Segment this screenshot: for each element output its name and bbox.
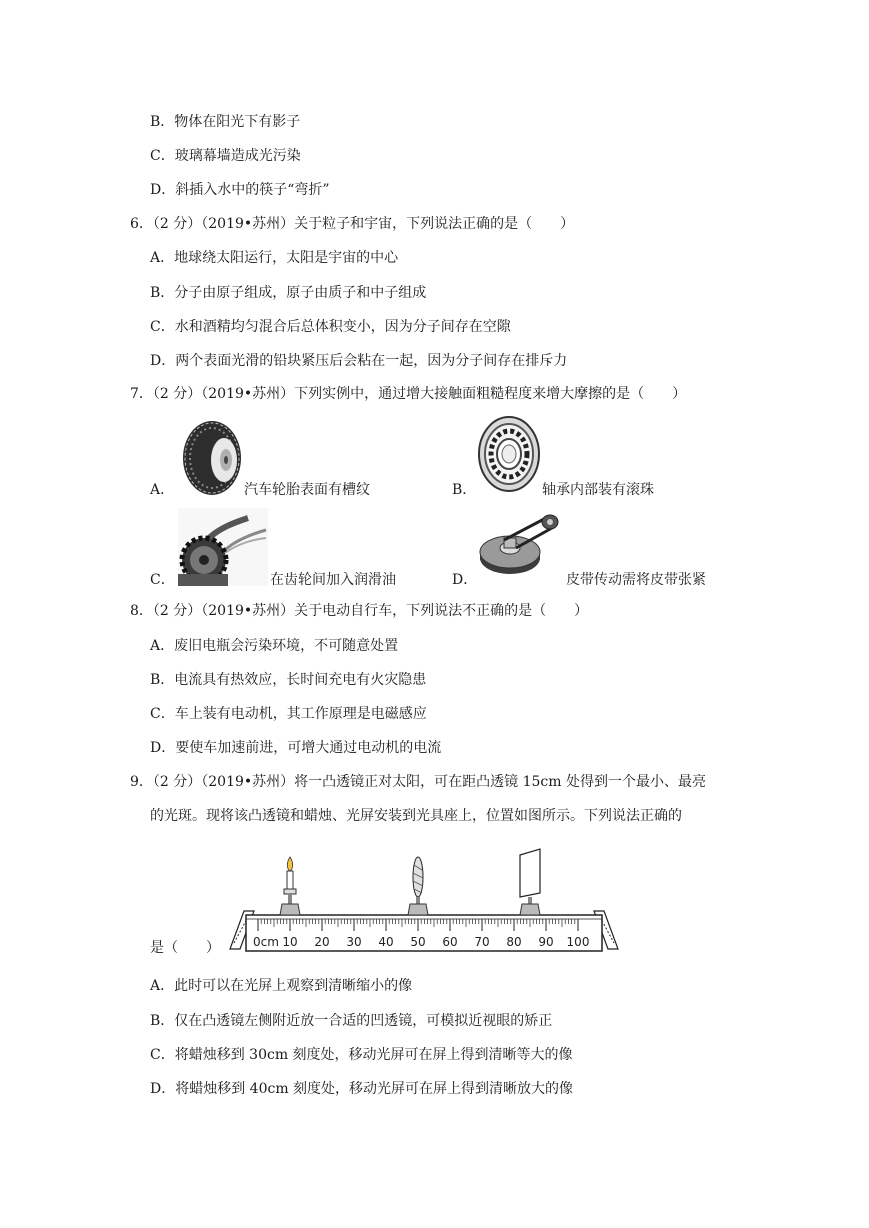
candle-icon xyxy=(280,857,300,915)
q5-option-d: D．斜插入水中的筷子“弯折” xyxy=(150,182,330,198)
q9-option-a: A．此时可以在光屏上观察到清晰缩小的像 xyxy=(150,978,413,994)
q8-option-b: B．电流具有热效应，长时间充电有火灾隐患 xyxy=(150,672,427,688)
ruler-tick-label: 70 xyxy=(474,935,490,949)
gear-oil-icon xyxy=(178,508,268,586)
tire-icon xyxy=(178,418,242,496)
ruler-unit-label: 0cm xyxy=(253,935,279,949)
q8-stem: 8．（2 分）（2019•苏州）关于电动自行车，下列说法不正确的是（ ） xyxy=(130,603,589,619)
q5-option-c: C．玻璃幕墙造成光污染 xyxy=(150,148,301,164)
ruler-tick-label: 20 xyxy=(314,935,330,949)
q6-option-b: B．分子由原子组成，原子由质子和中子组成 xyxy=(150,285,427,301)
q7-stem: 7．（2 分）（2019•苏州）下列实例中，通过增大接触面粗糙程度来增大摩擦的是（ ） xyxy=(130,386,687,402)
q6-option-a: A．地球绕太阳运行，太阳是宇宙的中心 xyxy=(150,250,399,266)
ruler-tick-label: 50 xyxy=(410,935,426,949)
ruler-tick-label: 80 xyxy=(506,935,522,949)
q7-option-a-letter: A． xyxy=(150,482,175,498)
q7-option-a-text: 汽车轮胎表面有槽纹 xyxy=(244,482,370,498)
ruler-tick-label: 30 xyxy=(346,935,362,949)
light-screen-icon xyxy=(520,849,540,915)
q8-option-c: C．车上装有电动机，其工作原理是电磁感应 xyxy=(150,706,427,722)
q9-stem-line2: 的光斑。现将该凸透镜和蜡烛、光屏安装到光具座上，位置如图所示。下列说法正确的 xyxy=(150,808,682,824)
q6-option-d: D．两个表面光滑的铅块紧压后会粘在一起，因为分子间存在排斥力 xyxy=(150,353,568,369)
q9-option-d: D．将蜡烛移到 40cm 刻度处，移动光屏可在屏上得到清晰放大的像 xyxy=(150,1081,574,1097)
q6-stem: 6．（2 分）（2019•苏州）关于粒子和宇宙，下列说法正确的是（ ） xyxy=(130,216,575,232)
q8-option-d: D．要使车加速前进，可增大通过电动机的电流 xyxy=(150,740,442,756)
q5-option-b: B．物体在阳光下有影子 xyxy=(150,114,301,130)
belt-drive-icon xyxy=(478,508,562,586)
q7-option-b-letter: B． xyxy=(452,482,477,498)
q9-stem-line3: 是（ ） xyxy=(150,940,220,956)
q7-option-c-letter: C． xyxy=(150,572,175,588)
ruler-tick-label: 90 xyxy=(538,935,554,949)
ruler-tick-label: 10 xyxy=(282,935,298,949)
q7-option-c-text: 在齿轮间加入润滑油 xyxy=(270,572,396,588)
q7-option-d-text: 皮带传动需将皮带张紧 xyxy=(566,572,706,588)
q9-option-b: B．仅在凸透镜左侧附近放一合适的凹透镜，可模拟近视眼的矫正 xyxy=(150,1013,553,1029)
q7-option-d-letter: D． xyxy=(452,572,478,588)
q6-option-c: C．水和酒精均匀混合后总体积变小，因为分子间存在空隙 xyxy=(150,319,511,335)
ruler-tick-label: 60 xyxy=(442,935,458,949)
ruler-tick-label: 40 xyxy=(378,935,394,949)
q9-stem-line1: 9．（2 分）（2019•苏州）将一凸透镜正对太阳，可在距凸透镜 15cm 处得到一个最小、最亮 xyxy=(130,774,706,790)
optical-bench-figure xyxy=(228,845,620,955)
bearing-icon xyxy=(476,414,542,494)
ruler-tick-label: 100 xyxy=(566,935,590,949)
q7-option-b-text: 轴承内部装有滚珠 xyxy=(542,482,654,498)
convex-lens-icon xyxy=(408,857,428,915)
q9-option-c: C．将蜡烛移到 30cm 刻度处，移动光屏可在屏上得到清晰等大的像 xyxy=(150,1047,573,1063)
q8-option-a: A．废旧电瓶会污染环境，不可随意处置 xyxy=(150,638,399,654)
